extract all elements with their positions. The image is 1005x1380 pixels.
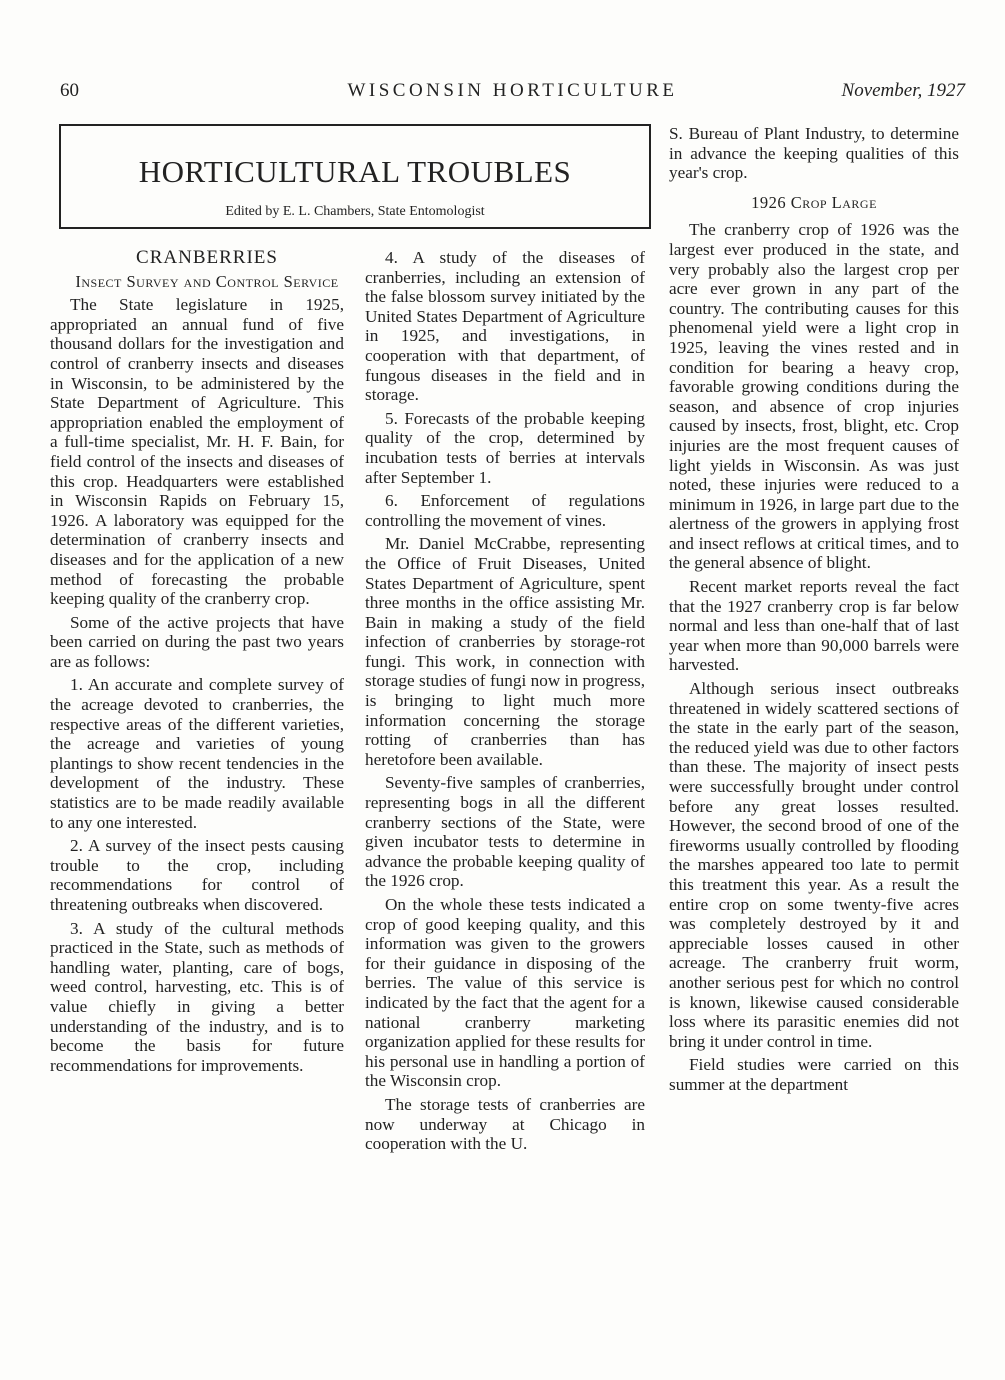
- paragraph: Field studies were carried on this summer at the department: [669, 1055, 959, 1094]
- issue-date: November, 1927: [841, 80, 965, 101]
- paragraph: On the whole these tests indicated a crop of good keeping quality, and this information was given to the growers for their guidance in disposing of the berries. The value of this service is indicated by the fact that the agent for a national cranberry marketing organization applied for these results for his personal use in handling a portion of the Wisconsin crop.: [365, 895, 645, 1091]
- paragraph: Mr. Daniel McCrabbe, representing the Office of Fruit Diseases, United States Department of Agriculture, spent three months in the office assisting Mr. Bain in making a study of the field infection of cranberries by storage-rot fungi. This work, in connection with storage studies of fungi now in progress, is bringing to light much more information concerning the storage rotting of cranberries than has heretofore been available.: [365, 534, 645, 769]
- page-header: [60, 80, 965, 110]
- paragraph: 4. A study of the diseases of cranberries, including an extension of the false blossom survey initiated by the United States Department of Agriculture in 1925, and investigations, in cooperation with that department, of fungous diseases in the field and in storage.: [365, 248, 645, 405]
- section-title: CRANBERRIES: [136, 247, 278, 268]
- subheading: 1926 Crop Large: [751, 192, 877, 212]
- paragraph: 3. A study of the cultural methods practiced in the State, such as methods of handling water, planting, care of bogs, weed control, harvesting, etc. This is of value chiefly in giving a better understanding of the industry, and is to become the basis for future recommendations for improvements.: [50, 918, 344, 1075]
- article-title-box: [59, 124, 651, 229]
- column-1: [50, 248, 344, 1079]
- paragraph: 1. An accurate and complete survey of the acreage devoted to cranberries, the respective areas of the different varieties, the acreage and varieties of young plantings to show recent tendencies in the development of the industry. These statistics are to be made readily available to any one interested.: [50, 675, 344, 832]
- page-number: 60: [60, 80, 79, 101]
- paragraph: Although serious insect outbreaks threatened in widely scattered sections of the state in the early part of the season, the reduced yield was due to other factors than these. The majority of insect pests were successfully brought under control before any great losses resulted. However, the second brood of one of the fireworms usually controlled by flooding the marshes appeared too late to permit this treatment this year. As a result the entire crop on some twenty-five acres was completely destroyed by it and appreciable losses caused in other acreage. The cranberry fruit worm, another serious pest for which no control is known, likewise caused considerable loss where its parasitic enemies did not bring it under control in time.: [669, 679, 959, 1051]
- column-2: [365, 248, 645, 1158]
- article-title: HORTICULTURAL TROUBLES: [138, 154, 572, 189]
- paragraph: 5. Forecasts of the probable keeping quality of the crop, determined by incubation tests of berries at intervals after September 1.: [365, 408, 645, 487]
- paragraph: The cranberry crop of 1926 was the largest ever produced in the state, and very probably also the largest crop per acre ever grown in any part of the country. The contributing causes for this phenomenal yield were a light crop in 1925, leaving the vines rested and in condition for bearing a heavy crop, favorable growing conditions during the season, and absence of crop injuries caused by insects, frost, blight, etc. Crop injuries are the most frequent causes of light yields in Wisconsin. As was just noted, these injuries were reduced to a minimum in 1926, in large part due to the alertness of the growers in applying frost and insect reflows at critical times, and to the general absence of blight.: [669, 220, 959, 573]
- paragraph: Seventy-five samples of cranberries, representing bogs in all the different cranberry sections of the State, were given incubator tests to determine in advance the probable keeping quality of the 1926 crop.: [365, 773, 645, 891]
- article-byline: Edited by E. L. Chambers, State Entomologist: [225, 204, 485, 219]
- paragraph: 6. Enforcement of regulations controlling the movement of vines.: [365, 491, 645, 530]
- journal-title: WISCONSIN HORTICULTURE: [347, 80, 678, 101]
- paragraph: 2. A survey of the insect pests causing trouble to the crop, including recommendations for control of threatening outbreaks when discovered.: [50, 836, 344, 914]
- paragraph: The State legislature in 1925, appropriated an annual fund of five thousand dollars for the investigation and control of cranberry insects and diseases in Wisconsin, to be administered by the State Department of Agriculture. This appropriation enabled the employment of a full-time specialist, Mr. H. F. Bain, for field control of the insects and diseases of this crop. Headquarters were established in Wisconsin Rapids on February 15, 1926. A laboratory was equipped for the determination of cranberry insects and diseases and for the application of a new method of forecasting the probable keeping quality of the cranberry crop.: [50, 295, 344, 609]
- column-3: [669, 124, 959, 1099]
- continued-paragraph: S. Bureau of Plant Industry, to determine in advance the keeping qualities of this year's crop.: [669, 124, 959, 183]
- paragraph: Some of the active projects that have been carried on during the past two years are as follows:: [50, 612, 344, 671]
- paragraph: The storage tests of cranberries are now underway at Chicago in cooperation with the U.: [365, 1094, 645, 1154]
- paragraph: Recent market reports reveal the fact that the 1927 cranberry crop is far below normal and less than one-half that of last year when more than 90,000 barrels were harvested.: [669, 577, 959, 675]
- subsection-title: Insect Survey and Control Service: [75, 271, 339, 291]
